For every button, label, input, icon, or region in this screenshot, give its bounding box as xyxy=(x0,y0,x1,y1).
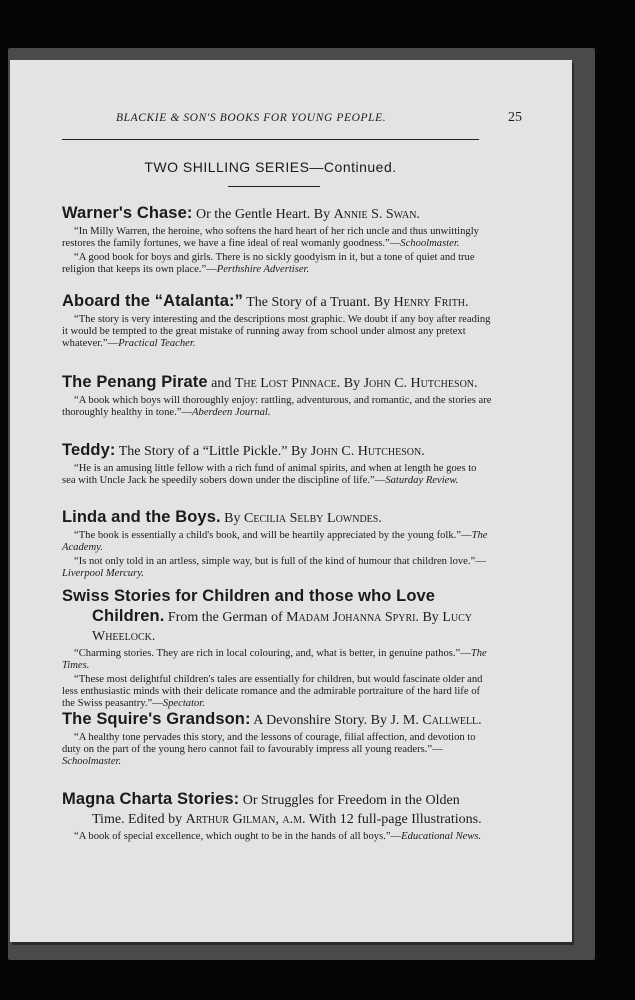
entry-heading xyxy=(62,441,492,461)
quote-source: Practical Teacher. xyxy=(118,338,196,349)
quote-source: Saturday Review. xyxy=(385,475,459,486)
page-number: 25 xyxy=(508,110,522,125)
review-quote xyxy=(62,463,492,487)
book-title: Teddy: xyxy=(62,441,116,459)
by-label: By xyxy=(370,295,394,310)
book-author: Annie S. Swan. xyxy=(333,207,420,222)
book-entry-magna-charta-stories xyxy=(62,790,492,843)
quote-source: Educational News. xyxy=(401,831,482,842)
entry-heading xyxy=(62,790,492,829)
book-subtitle: Or the Gentle Heart. xyxy=(192,207,311,222)
book-author: Henry Frith. xyxy=(393,295,469,310)
book-title: Warner's Chase: xyxy=(62,204,193,222)
book-subtitle: A Devonshire Story. xyxy=(250,713,368,728)
quote-source: Schoolmaster. xyxy=(62,756,122,767)
book-title: The Penang Pirate xyxy=(62,373,208,391)
book-title: The Squire's Grandson: xyxy=(62,710,251,728)
by-label: By xyxy=(287,444,311,459)
quote-text: “A good book for boys and girls. There is no sickly goodyism in it, but a tone of quiet and true religion that keeps its own place.”— xyxy=(62,252,475,275)
book-entry-aboard-the-atalanta xyxy=(62,292,492,350)
review-quote xyxy=(62,732,492,768)
quote-source: Spectator. xyxy=(162,698,205,709)
quote-text: “These most delightful children's tales are essentially for children, but would fascinate older and less enthusiastic minds with their delicate romance and the admirable portraiture of the hard life of the Swiss peasantry.”— xyxy=(62,674,483,709)
book-subtitle-smallcaps: Madam Johanna Spyri. xyxy=(286,610,419,625)
review-quote xyxy=(62,226,492,250)
entry-heading xyxy=(62,710,492,730)
by-label: By xyxy=(418,610,443,625)
running-head xyxy=(62,110,522,128)
entry-heading xyxy=(62,204,492,224)
book-title: Magna Charta Stories: xyxy=(62,790,240,808)
review-quote xyxy=(62,831,492,843)
by-label: By xyxy=(310,207,334,222)
quote-text: “He is an amusing little fellow with a rich fund of animal spirits, and when at length he goes to sea with Uncle Jack he speedily sobers down under the discipline of life.”— xyxy=(62,463,477,486)
book-subtitle: The Story of a Truant. xyxy=(242,295,371,310)
quote-source: The Times. xyxy=(62,648,487,671)
quote-source: Aberdeen Journal. xyxy=(192,407,271,418)
book-entry-teddy xyxy=(62,441,492,487)
book-entry-squires-grandson xyxy=(62,710,492,768)
quote-source: Schoolmaster. xyxy=(400,238,460,249)
book-author: Lucy Wheelock. xyxy=(92,610,472,644)
book-note: With 12 full-page Illustrations. xyxy=(305,812,482,827)
header-rule xyxy=(62,139,479,140)
review-quote xyxy=(62,556,492,580)
entry-heading xyxy=(62,508,492,528)
book-subtitle: From the German of xyxy=(164,610,287,625)
series-heading: TWO SHILLING SERIES—Continued. xyxy=(144,159,397,175)
book-entry-penang-pirate xyxy=(62,373,492,419)
entry-heading xyxy=(62,292,492,312)
review-quote xyxy=(62,314,492,350)
quote-text: “Is not only told in an artless, simple way, but is full of the kind of humour that children love.”— xyxy=(74,556,486,567)
book-author: Cecilia Selby Lowndes. xyxy=(244,511,382,526)
quote-source: The Academy. xyxy=(62,530,488,553)
book-subtitle: The Story of a “Little Pickle.” xyxy=(115,444,288,459)
review-quote xyxy=(62,252,492,276)
review-quote xyxy=(62,674,492,710)
quote-text: “The story is very interesting and the descriptions most graphic. We doubt if any boy after reading it would be tempted to the great mistake of running away from school under almost any pretext whatever.”— xyxy=(62,314,491,349)
review-quote xyxy=(62,648,492,672)
book-title: Swiss Stories for Children and those who Love Children. xyxy=(62,587,436,625)
book-subtitle-smallcaps: The Lost Pinnace. xyxy=(234,376,341,391)
book-entry-linda-and-the-boys xyxy=(62,508,492,580)
book-author: J. M. Callwell. xyxy=(390,713,482,728)
quote-text: “In Milly Warren, the heroine, who softens the hard heart of her rich uncle and thus unwittingly restores the family fortunes, we have a fine ideal of real womanly goodness.”— xyxy=(62,226,479,249)
book-page xyxy=(10,60,572,942)
book-subtitle: and xyxy=(207,376,235,391)
by-label: By xyxy=(367,713,391,728)
book-author: John C. Hutcheson. xyxy=(310,444,425,459)
quote-source: Perthshire Advertiser. xyxy=(216,264,310,275)
quote-text: “A healthy tone pervades this story, and the lessons of courage, filial affection, and devotion to duty on the part of the young hero cannot fail to favourably impress all young readers.”— xyxy=(62,732,476,755)
by-label: By xyxy=(340,376,364,391)
book-subtitle: Or Struggles for Freedom in the Olden Time. Edited by xyxy=(92,793,460,827)
quote-text: “The book is essentially a child's book, and will be heartily appreciated by the young folk.”— xyxy=(74,530,472,541)
quote-source: Liverpool Mercury. xyxy=(62,568,144,579)
book-author: Arthur Gilman, a.m. xyxy=(185,812,306,827)
running-head-title: BLACKIE & SON'S BOOKS FOR YOUNG PEOPLE. xyxy=(116,112,387,124)
review-quote xyxy=(62,530,492,554)
book-author: John C. Hutcheson. xyxy=(363,376,478,391)
book-entry-warners-chase xyxy=(62,204,492,276)
entry-heading xyxy=(62,587,492,646)
entry-heading xyxy=(62,373,492,393)
by-label: By xyxy=(220,511,245,526)
quote-text: “Charming stories. They are rich in local colouring, and, what is better, in genuine pathos.”— xyxy=(74,648,471,659)
quote-text: “A book of special excellence, which ought to be in the hands of all boys.”— xyxy=(74,831,402,842)
heading-rule xyxy=(228,186,320,187)
review-quote xyxy=(62,395,492,419)
quote-text: “A book which boys will thoroughly enjoy: rattling, adventurous, and romantic, and the stories are thoroughly healthy in tone.”— xyxy=(62,395,492,418)
book-title: Aboard the “Atalanta:” xyxy=(62,292,243,310)
book-title: Linda and the Boys. xyxy=(62,508,221,526)
book-entry-swiss-stories xyxy=(62,587,492,710)
